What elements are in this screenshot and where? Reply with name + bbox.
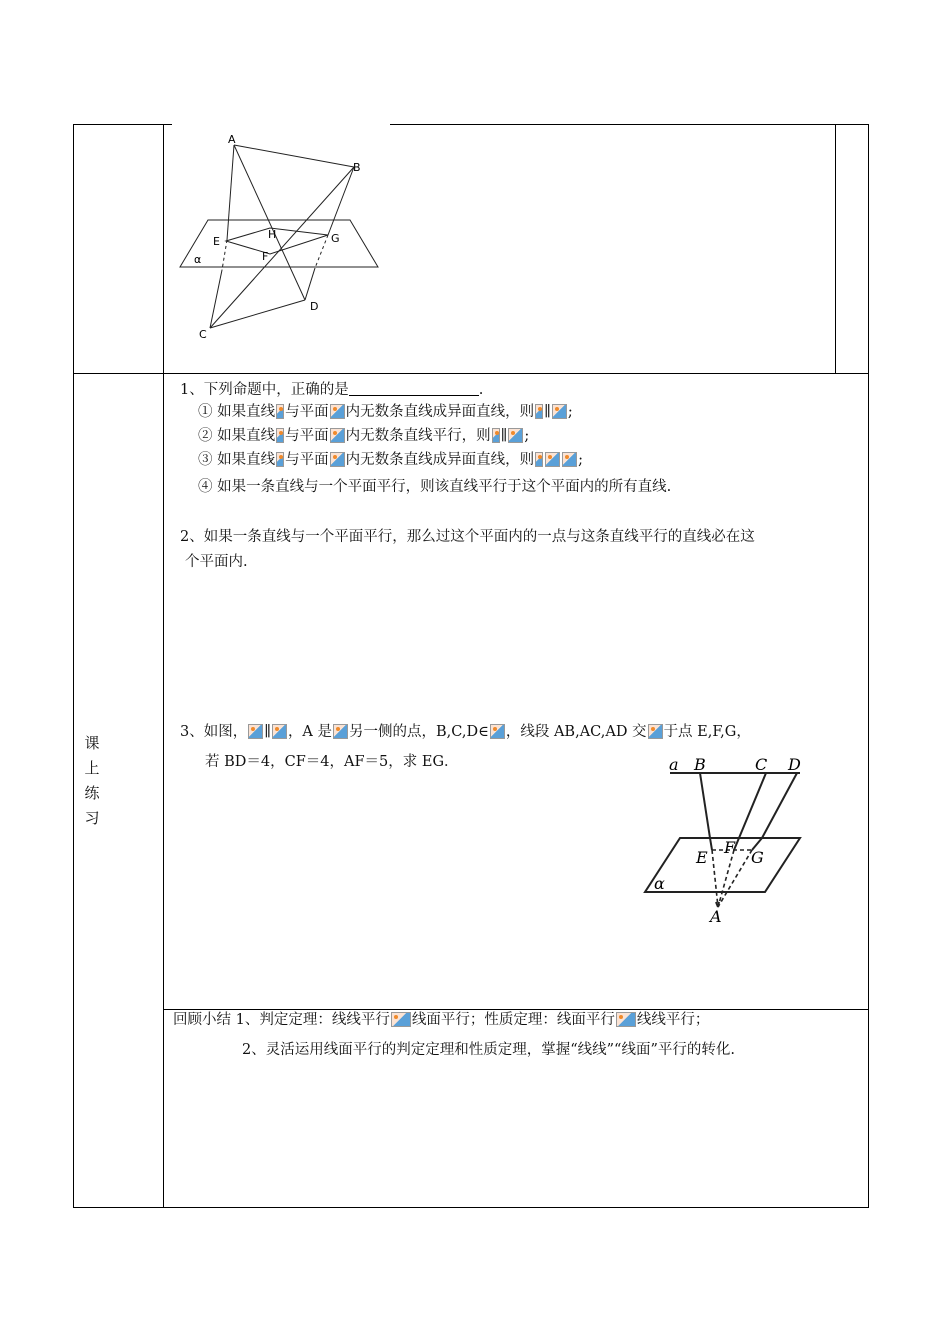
fig1-label-C: C xyxy=(199,328,207,341)
exercise-2-line-1: 2、如果一条直线与一个平面平行，那么过这个平面内的一点与这条直线平行的直线必在这 xyxy=(180,529,755,545)
fig2-label-B: B xyxy=(694,755,706,774)
fig1-label-B: B xyxy=(353,161,361,174)
exercise-1-option-4: ④ 如果一条直线与一个平面平行，则该直线平行于这个平面内的所有直线. xyxy=(198,479,672,495)
summary-line-2: 2、灵活运用线面平行的判定定理和性质定理，掌握“线线”“线面”平行的转化. xyxy=(242,1042,735,1058)
fig2-label-C: C xyxy=(755,755,768,774)
image-placeholder-icon xyxy=(492,428,500,443)
figure-plane-parallelogram xyxy=(170,130,390,345)
exercise-2-line-2: 个平面内. xyxy=(185,554,248,570)
image-placeholder-icon xyxy=(248,724,263,739)
image-placeholder-icon xyxy=(508,428,523,443)
fig2-label-alpha: α xyxy=(654,874,665,893)
fig1-label-F: F xyxy=(262,250,269,263)
fig2-label-a: a xyxy=(669,755,679,774)
image-placeholder-icon xyxy=(552,404,567,419)
fig1-label-D: D xyxy=(310,300,319,313)
summary-line-1: 回顾小结 1、判定定理：线线平行 线面平行；性质定理：线面平行 线线平行； xyxy=(173,1012,710,1028)
image-placeholder-icon xyxy=(276,404,284,419)
exercise-1-option-3: ③ 如果直线 与平面 内无数条直线成异面直线，则 ; xyxy=(198,452,583,468)
exercise-3-line-1: 3、如图， ∥ ，A 是 另一侧的点，B,C,D∈ ，线段 AB,AC,AD 交 于点 E,F,G， xyxy=(180,724,751,740)
fig1-label-A: A xyxy=(228,133,236,146)
exercise-1-option-1: ① 如果直线 与平面 内无数条直线成异面直线，则 ∥ ; xyxy=(198,404,573,420)
exercise-1-stem: 1、下列命题中，正确的是 . xyxy=(180,382,484,398)
image-placeholder-icon xyxy=(276,452,284,467)
image-placeholder-icon xyxy=(276,428,284,443)
image-placeholder-icon xyxy=(272,724,287,739)
image-placeholder-icon xyxy=(330,404,345,419)
image-placeholder-icon xyxy=(535,404,543,419)
exercise-1-option-2: ② 如果直线 与平面 内无数条直线平行，则 ∥ ; xyxy=(198,428,530,444)
image-placeholder-icon xyxy=(490,724,505,739)
fig2-label-F: F xyxy=(724,838,736,857)
fig1-label-G: G xyxy=(331,232,340,245)
section-label-char-4: 习 xyxy=(84,809,100,827)
fig2-label-A: A xyxy=(710,907,722,926)
fig1-label-E: E xyxy=(213,235,220,248)
image-placeholder-icon xyxy=(330,452,345,467)
section-label-char-1: 课 xyxy=(84,734,100,752)
fig1-label-alpha: α xyxy=(194,253,202,266)
exercise-3-line-2: 若 BD＝4，CF＝4，AF＝5，求 EG． xyxy=(205,754,459,770)
fig2-label-G: G xyxy=(751,848,764,867)
section-label-char-2: 上 xyxy=(84,759,100,777)
image-placeholder-icon xyxy=(616,1012,636,1027)
section-label-char-3: 练 xyxy=(84,784,100,802)
image-placeholder-icon xyxy=(648,724,663,739)
fig2-label-E: E xyxy=(696,848,708,867)
answer-blank[interactable] xyxy=(349,381,479,396)
figure-plane-triangle xyxy=(640,752,810,932)
image-placeholder-icon xyxy=(562,452,577,467)
image-placeholder-icon xyxy=(535,452,543,467)
image-placeholder-icon xyxy=(545,452,560,467)
fig1-label-H: H xyxy=(268,228,277,241)
image-placeholder-icon xyxy=(391,1012,411,1027)
image-placeholder-icon xyxy=(330,428,345,443)
image-placeholder-icon xyxy=(333,724,348,739)
fig2-label-D: D xyxy=(788,755,801,774)
